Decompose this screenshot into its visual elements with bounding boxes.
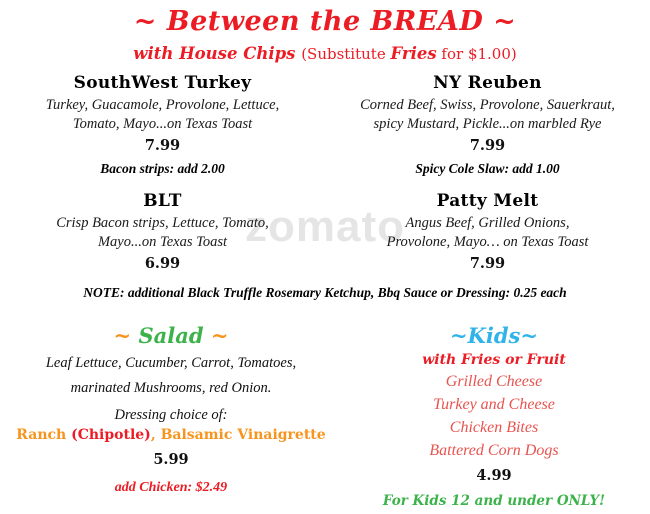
kids-item: Grilled Cheese: [445, 373, 543, 391]
menu-item-price: 7.99: [469, 255, 506, 273]
kids-note: For Kids 12 and under ONLY!: [382, 493, 606, 510]
salad-title-text: Salad: [138, 323, 204, 349]
kids-subtitle: with Fries or Fruit: [422, 352, 566, 369]
menu-item-price: 6.99: [144, 255, 181, 273]
salad-desc-line-2: marinated Mushrooms, red Onion.: [70, 380, 272, 397]
menu-page: [0, 6, 650, 514]
subtitle-paren-open: (Substitute: [301, 45, 391, 63]
salad-dressing-label: Dressing choice of:: [114, 406, 228, 423]
bottom-sections: [0, 323, 650, 509]
dressing-comma: ,: [150, 426, 156, 443]
salad-section: [0, 323, 338, 509]
kids-title: ~Kids~: [450, 323, 538, 349]
salad-title: [4, 323, 338, 348]
menu-item-desc-line-2: Mayo...on Texas Toast: [97, 233, 228, 250]
menu-item-desc-line-2: Tomato, Mayo...on Texas Toast: [72, 115, 253, 132]
menu-item: [6, 191, 319, 272]
menu-item-desc-line-1: Angus Beef, Grilled Onions,: [405, 215, 570, 232]
menu-item-addon: Bacon strips: add 2.00: [100, 161, 225, 177]
salad-title-tilde-right: ~: [203, 323, 229, 349]
menu-item-desc-line-2: spicy Mustard, Pickle...on marbled Rye: [373, 115, 602, 132]
page-subtitle: [0, 44, 650, 63]
menu-item-desc-line-1: Corned Beef, Swiss, Provolone, Sauerkraut,: [360, 97, 615, 113]
kids-item: Battered Corn Dogs: [429, 442, 559, 460]
menu-item-desc-line-1: Crisp Bacon strips, Lettuce, Tomato,: [56, 215, 269, 232]
dressing-chipotle: (Chipotle): [71, 426, 151, 443]
salad-desc-line-1: Leaf Lettuce, Cucumber, Carrot, Tomatoes,: [45, 355, 297, 372]
menu-item-name: SouthWest Turkey: [73, 73, 252, 93]
menu-item-desc-line-1: Turkey, Guacamole, Provolone, Lettuce,: [45, 97, 280, 113]
kids-item: Turkey and Cheese: [433, 396, 555, 414]
dressing-balsamic: Balsamic Vinaigrette: [160, 426, 326, 443]
zomato-watermark: zomato: [245, 202, 405, 251]
subtitle-main: with House Chips: [133, 44, 302, 63]
sandwich-columns: [0, 73, 650, 272]
subtitle-fries: Fries: [390, 44, 437, 63]
salad-add-chicken: add Chicken: $2.49: [114, 479, 228, 495]
menu-item-name: NY Reuben: [433, 73, 542, 93]
sandwich-column-left: [0, 73, 325, 272]
menu-item-price: 7.99: [469, 137, 506, 155]
kids-price: 4.99: [476, 467, 512, 485]
menu-item-price: 7.99: [144, 137, 181, 155]
menu-item-desc-line-2: Provolone, Mayo… on Texas Toast: [386, 233, 589, 250]
salad-dressing-options: [4, 427, 338, 443]
page-title: ~ Between the BREAD ~: [133, 6, 517, 37]
kids-item: Chicken Bites: [449, 419, 539, 437]
menu-item-name: Patty Melt: [436, 191, 539, 212]
menu-item-addon: Spicy Cole Slaw: add 1.00: [415, 161, 560, 177]
menu-content: [0, 6, 650, 509]
menu-item-name: BLT: [143, 191, 182, 212]
menu-item: [331, 73, 644, 177]
salad-price: 5.99: [153, 450, 189, 468]
sandwich-note: NOTE: additional Black Truffle Rosemary Ketchup, Bbq Sauce or Dressing: 0.25 each: [83, 285, 567, 301]
subtitle-paren-close: for $1.00): [436, 45, 517, 63]
sandwich-column-right: [325, 73, 650, 272]
menu-item: [331, 191, 644, 272]
dressing-ranch: Ranch: [16, 426, 67, 443]
salad-title-tilde-left: ~: [113, 323, 139, 349]
menu-item: [6, 73, 319, 177]
kids-section: [338, 323, 650, 509]
